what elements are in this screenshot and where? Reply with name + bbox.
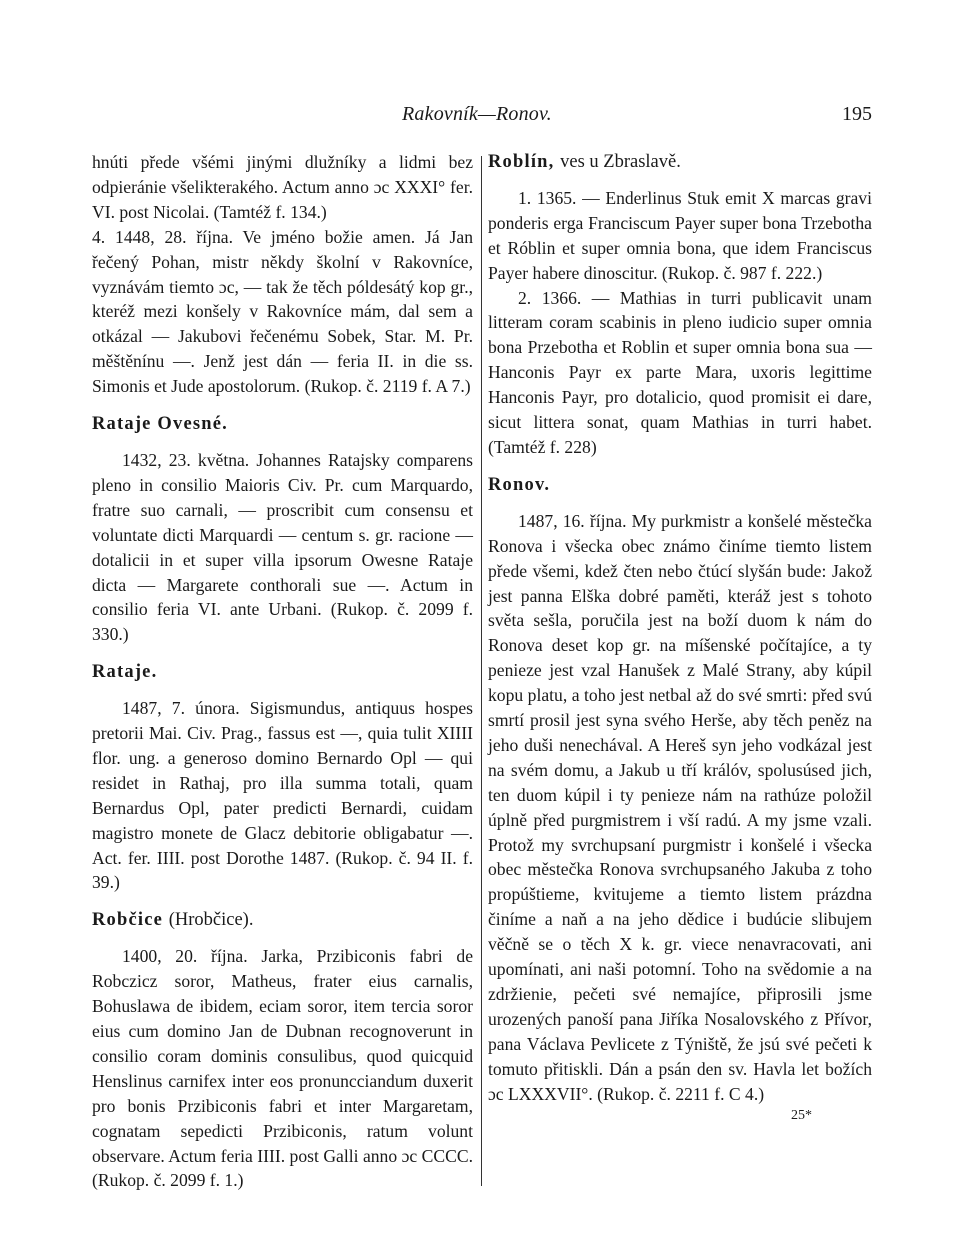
section-title: Robčice: [92, 910, 164, 931]
continuation-paragraph: hnúti přede všémi jinými dlužníky a lidmi bez odpieránie všelikterakého. Actum anno ɔc XXXI° fer. VI. post Nicolai. (Tamtéž f. 134.): [92, 152, 473, 222]
column-divider: [481, 156, 482, 1186]
entry-rataje-ovesne: 1432, 23. května. Johannes Ratajsky comparens pleno in consilio Maioris Civ. Pr. cum Marquardo, fratre suo carnali, — proscribit cum consensu et voluntate dicti Marquardi — centum s. gr. racione — dotalicii in et super villa ipsorum Owesne Rataje dicta — Margarete conthorali sue —. Actum in consilio feria VI. ante Urbani. (Rukop. č. 2099 f. 330.): [92, 449, 473, 645]
entry-rataje: 1487, 7. února. Sigismundus, antiquus hospes pretorii Mai. Civ. Prag., fassus est —, quia tulit XIIII flor. ung. a generoso domino Bernardo Opl — qui residet in Rathaj, pro illa summa totali, quam Bernardus Opl, pater predicti Bernardi, cuidam magistro monete de Glacz debitorie obligabatur —. Act. fer. IIII. post Dorothe 1487. (Rukop. č. 94 II. f. 39.): [92, 698, 473, 893]
section-subtitle: ves u Zbraslavě.: [560, 152, 681, 172]
running-head: [402, 103, 872, 129]
section-title: Roblín,: [488, 152, 555, 172]
section-subtitle: (Hrobčice).: [168, 910, 254, 931]
section-heading-rataje-ovesne: [92, 412, 473, 437]
right-column: [488, 150, 872, 1125]
left-column: [92, 150, 473, 1193]
entry-roblin-2: 2. 1366. — Mathias in turri publicavit unam litteram coram scabinis in pleno iudicio super omnia bona Przebotha et Roblin et super omnia bona sua — Hanconis Payr ex parte Mara, uxoris legittime Hanconis Payr, pro dotalicio, quod promisit ei dare, sicut littera sonat, quam Mathias in turri habet. (Tamtéž f. 228): [488, 287, 872, 457]
signature-mark: 25*: [791, 1107, 812, 1123]
section-heading-roblin: [488, 150, 872, 175]
section-title: Rataje Ovesné.: [92, 414, 228, 435]
entry-roblin-1: 1. 1365. — Enderlinus Stuk emit X marcas gravi ponderis erga Franciscum Payer super bona Trzebotha et Róblin et super omnia bona, que idem Franciscus Payer habere dinoscitur. (Rukop. č. 987 f. 222.): [488, 187, 872, 283]
entry-1448: 4. 1448, 28. října. Ve jméno božie amen. Já Jan řečený Pohan, mistr někdy školní v Rakovníce, vyznávám tiemto ɔc, — tak že těch póldesátý kop gr., kteréž mezi konšely v Rakovníce mám, dal sem a otkázal — Jakubovi řečenému Sobek, Star. M. Pr. měštěnínu —. Jenž jest dán — feria II. in die ss. Simonis et Jude apostolorum. (Rukop. č. 2119 f. A 7.): [92, 226, 473, 397]
section-heading-rataje: [92, 660, 473, 685]
section-title: Rataje.: [92, 662, 158, 683]
section-heading-ronov: [488, 473, 872, 498]
running-title: Rakovník—Ronov.: [402, 103, 552, 125]
section-title: Ronov.: [488, 474, 551, 495]
page-number: 195: [842, 103, 872, 125]
section-heading-robcice: [92, 908, 473, 933]
entry-robcice: 1400, 20. října. Jarka, Przibiconis fabri de Robczicz soror, Matheus, frater eius carnalis, Bohuslawa de ibidem, eciam soror, item tercia soror eius cum domino Jan de Dubnan recognoverunt in consilio coram dominis consulibus, quod quicquid Henslinus carnifex inter eos pronuncciandum duxerit pro bonis Przibiconis fabri et inter Margaretam, cognatam sepedicti Przibiconis, ratum volunt observare. Actum feria IIII. post Galli anno ɔc CCCC. (Rukop. č. 2099 f. 1.): [92, 946, 473, 1191]
entry-ronov: 1487, 16. října. My purkmistr a konšelé městečka Ronova i všecka obec známo činíme tiemto listem přede všemi, kdež čten nebo čtúcí slyšán bude: Jakož jest panna Elška dobré paměti, kteráž jest s tohoto světa sešla, poručila jest na boží duom k nám do Ronova deset kop gr. na míšenské počítajíce, a ty penieze jest vzal Hanušek z Malé Strany, aby kúpil kopu platu, a toho jest netbal až do své smrti: před svú smrtí prosil jest syna svého Herše, aby těch peněz na jeho duši nenechával. A Hereš syn jeho vodkázal jest na svém domu, a Jakub u tří králóv, spolusúsed jich, ten duom kúpil i ty penieze nám na rathúze položil úplně před purgmistrem i vší radú. A my jsme vzali. Protož my svrchupsaní purgmistr i konšelé i všecka obec městečka Ronova svrchupsaného Jakuba z toho propúštieme, kvitujeme a tiemto listem prázdna činíme a naň a na jeho dědice i budúcie slibujem věčně se o těch X k. gr. viece nenavracovati, ani upomínati, ani naši potomní. Toho na svědomie a na zdržienie, pečeti své nemajíce, připrosili jsme urozených panoší pana Jiříka Nosalovského z Přívor, pana Václava Pevlicete z Týniště, že jsú své pečeti k tomuto přitiskli. Dán a psán den sv. Havla let božích ɔc LXXXVII°. (Rukop. č. 2211 f. C 4.): [488, 510, 872, 1104]
